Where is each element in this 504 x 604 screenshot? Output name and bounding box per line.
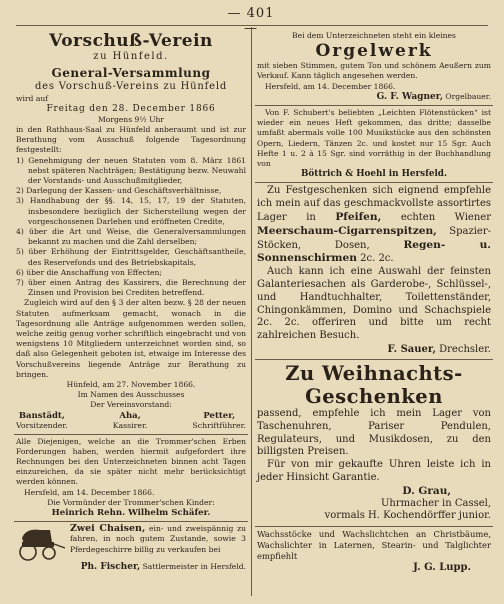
chaisen-text: ein- und zweispännig zu fahren, in noch gutem Zustande, sowie 3 Pferdegeschirre billig zu verkaufen bei <box>70 524 246 554</box>
floeten-shop: Böttrich & Hoehl in Hersfeld. <box>300 169 448 180</box>
weihnacht-title: Zu Weihnachts-Geschenken <box>285 362 463 408</box>
agenda-item: 4) über die Art und Weise, die Generalversammlungen bekannt zu machen und die Zahl derselben; <box>16 226 246 247</box>
sauer-tail: 2c. 2c. <box>360 253 394 265</box>
orgelwerk-ad <box>255 29 493 106</box>
agenda-item: 6) über die Anschaffung von Effecten; <box>16 267 162 277</box>
signer <box>113 411 148 431</box>
held-text: wird auf <box>16 93 49 103</box>
lupp-ad <box>255 527 493 577</box>
chaisen-content <box>16 524 246 562</box>
merchant-role: Sattlermeister in Hersfeld. <box>142 562 246 572</box>
guardian-names: Heinrich Rehn. Wilhelm Schäfer. <box>51 508 211 519</box>
orgel-signer-line <box>257 92 491 102</box>
meerschaum-label: Meerschaum-Cigarrenspitzen, <box>257 224 437 237</box>
floeten-ad <box>255 106 493 183</box>
orgel-date: Hersfeld, am 14. December 1866. <box>265 81 396 91</box>
pfeifen-label: Pfeifen, <box>335 211 382 224</box>
agenda-item: 1) Genehmigung der neuen Statuten vom 8. März 1861 nebst späteren Nachträgen; Bestätigung bezw. Neuwahl der Vorstands- und Ausschußmitglieder, <box>16 155 246 185</box>
assembly-of: des Vorschuß-Vereins zu Hünfeld <box>34 81 228 92</box>
grau-role: Uhrmacher in Cassel, <box>381 497 491 509</box>
trommer-notice <box>14 435 248 523</box>
grau-signer-line <box>257 485 491 498</box>
signer-role: Kassirer. <box>112 420 148 430</box>
signer-role: Vorsitzender. <box>16 420 68 430</box>
sauer-intro-text: Zu Festgeschenken sich eignend empfehle ich mein auf das geschmackvollste assortirtes Lager in <box>257 185 491 224</box>
signer-name: Aha, <box>119 410 141 421</box>
sauer-intro <box>257 185 491 266</box>
chaisen-title: Zwei Chaisen, <box>70 523 146 535</box>
closing-text: Zugleich wird auf den § 3 der alten bezw. § 28 der neuen Statuten aufmerksam gemacht, wonach in die Tagesordnung alle Anträge aufgenommen werden sollen, welche zeitig genug vorher schriftlich eingebracht und von wenigstens 10 Mitgliedern unterzeichnet worden sind, so daß also Gelegenheit geboten ist, etwaige im Interesse des Vorschußvereins liegende Anträge zur Berathung zu bringen. <box>16 298 246 379</box>
sauer-signer: F. Sauer, <box>387 344 436 355</box>
on-behalf: Im Namen des Ausschusses <box>77 390 185 400</box>
orgel-signer: G. F. Wagner, <box>376 91 443 102</box>
assembly-time: Morgens 9½ Uhr <box>97 114 165 124</box>
page-number: — 401 — <box>227 6 275 36</box>
weihnacht-text: passend, empfehle ich mein Lager von Taschenuhren, Pariser Pendulen, Regulateurs, und Musikdosen, zu den billigsten Preisen. <box>257 408 491 458</box>
sauer-also: Auch kann ich eine Auswahl der feinsten Galanteriesachen als Garderobe-, Schlüssel-, und Handtuchhalter, Toilettenständer, Chingonkämmen, Domino und Schachspiele 2c. 2c. offeriren und bitte um recht zahlreichen Besuch. <box>257 266 491 342</box>
signer <box>16 411 68 431</box>
left-column <box>14 29 248 596</box>
chaisen-text-block <box>70 524 246 562</box>
notice-date: Hersfeld, am 14. December 1866. <box>24 487 155 497</box>
top-rule <box>16 25 488 26</box>
ad-title: Vorschuß-Verein <box>49 31 213 51</box>
column-divider <box>251 27 252 596</box>
echt-text: echten Wiener <box>400 212 491 224</box>
notice-text: Alle Diejenigen, welche an die Trommer'schen Erben Forderungen haben, werden hiermit aufgefordert ihre Rechnungen bei den Unterzeichneten binnen acht Tagen einzureichen, da sie später nicht mehr berücksichtigt werden können. <box>16 436 246 487</box>
signer-role: Schriftführer. <box>192 420 246 430</box>
sauer-signer-line <box>257 343 491 356</box>
merchant-name: Ph. Fischer, <box>80 562 141 573</box>
grau-former: vormals H. Kochendörffer junior. <box>324 510 491 522</box>
grau-signer: D. Grau, <box>402 484 451 497</box>
chaisen-ad <box>14 522 248 575</box>
chaisen-merchant <box>16 562 246 572</box>
lupp-signer: J. G. Lupp. <box>413 561 471 573</box>
signer-name: Banstädt, <box>18 410 65 421</box>
spazier-text: Spazier-Stöcken, Dosen, <box>257 225 491 251</box>
signer <box>192 411 246 431</box>
signer-name: Petter, <box>203 410 236 421</box>
weihnacht-ad <box>255 360 493 527</box>
assembly-date: Freitag den 28. December 1866 <box>46 103 216 114</box>
signers <box>16 411 246 431</box>
sauer-role: Drechsler. <box>439 344 491 355</box>
assembly-location: in den Rathhaus-Saal zu Hünfeld anberaumt und ist zur Berathung vom Ausschuß folgende Tagesordnung festgestellt: <box>16 124 246 155</box>
agenda-item: 5) über Erhöhung der Eintrittsgelder, Geschäftsantheile, des Reservefonds und des Betriebskapitals, <box>16 247 246 267</box>
agenda-list <box>16 156 246 299</box>
vorschuss-verein-ad <box>14 29 248 435</box>
agenda-item: 3) Handhabung der §§. 14, 15, 17, 19 der Statuten, insbesondere bezüglich der Sicherstellung wegen der vorgeschossenen Darlehen und eröffneten Credite, <box>16 196 246 226</box>
notice-date: Hünfeld, am 27. November 1866. <box>66 379 196 389</box>
sonnen-label: Sonnenschirmen <box>257 252 357 265</box>
sauer-ad <box>255 183 493 360</box>
agenda-item: 7) über einen Antrag des Kassirers, die Berechnung der Zinsen und Provision bei Crediten betreffend. <box>16 277 246 298</box>
carriage-icon <box>16 524 66 562</box>
floeten-text: Von F. Schubert's beliebten „Leichten Flötenstücken“ ist wieder ein neues Heft gekommen, das dritte; dasselbe umfaßt abermals volle 100 Musikstücke aus den schönsten Opern, Liedern, Tänzen 2c. und kostet nur 15 Sgr. Auch Hefte 1 u. 2 à 15 Sgr. sind vorräthig in der Buchhandlung von <box>257 108 491 169</box>
orgel-text: mit sieben Stimmen, gutem Ton und schönem Aeußern zum Verkauf. Kann täglich angesehen werden. <box>257 61 491 81</box>
assembly-heading: General-Versammlung <box>51 66 211 80</box>
right-column <box>255 29 493 596</box>
board-label: Der Vereinsvorstand: <box>90 400 172 410</box>
orgel-intro: Bei dem Unterzeichneten steht ein kleines <box>292 31 456 40</box>
ad-place: zu Hünfeld. <box>93 51 169 62</box>
lupp-text: Wachsstöcke und Wachslichtchen an Christbäume, Wachslichter in Laternen, Stearin- und Talglichter empfiehlt <box>257 528 491 561</box>
orgel-title: Orgelwerk <box>315 41 433 62</box>
regen-label: Regen- u. <box>403 238 491 251</box>
agenda-item: 2) Darlegung der Kassen- und Geschäftsverhältnisse, <box>16 186 222 196</box>
weihnacht-guarantee: Für von mir gekaufte Uhren leiste ich in jeder Hinsicht Garantie. <box>257 459 491 483</box>
orgel-role: Orgelbauer. <box>445 91 491 101</box>
guardians-label: Die Vormünder der Trommer'schen Kinder: <box>47 497 215 507</box>
